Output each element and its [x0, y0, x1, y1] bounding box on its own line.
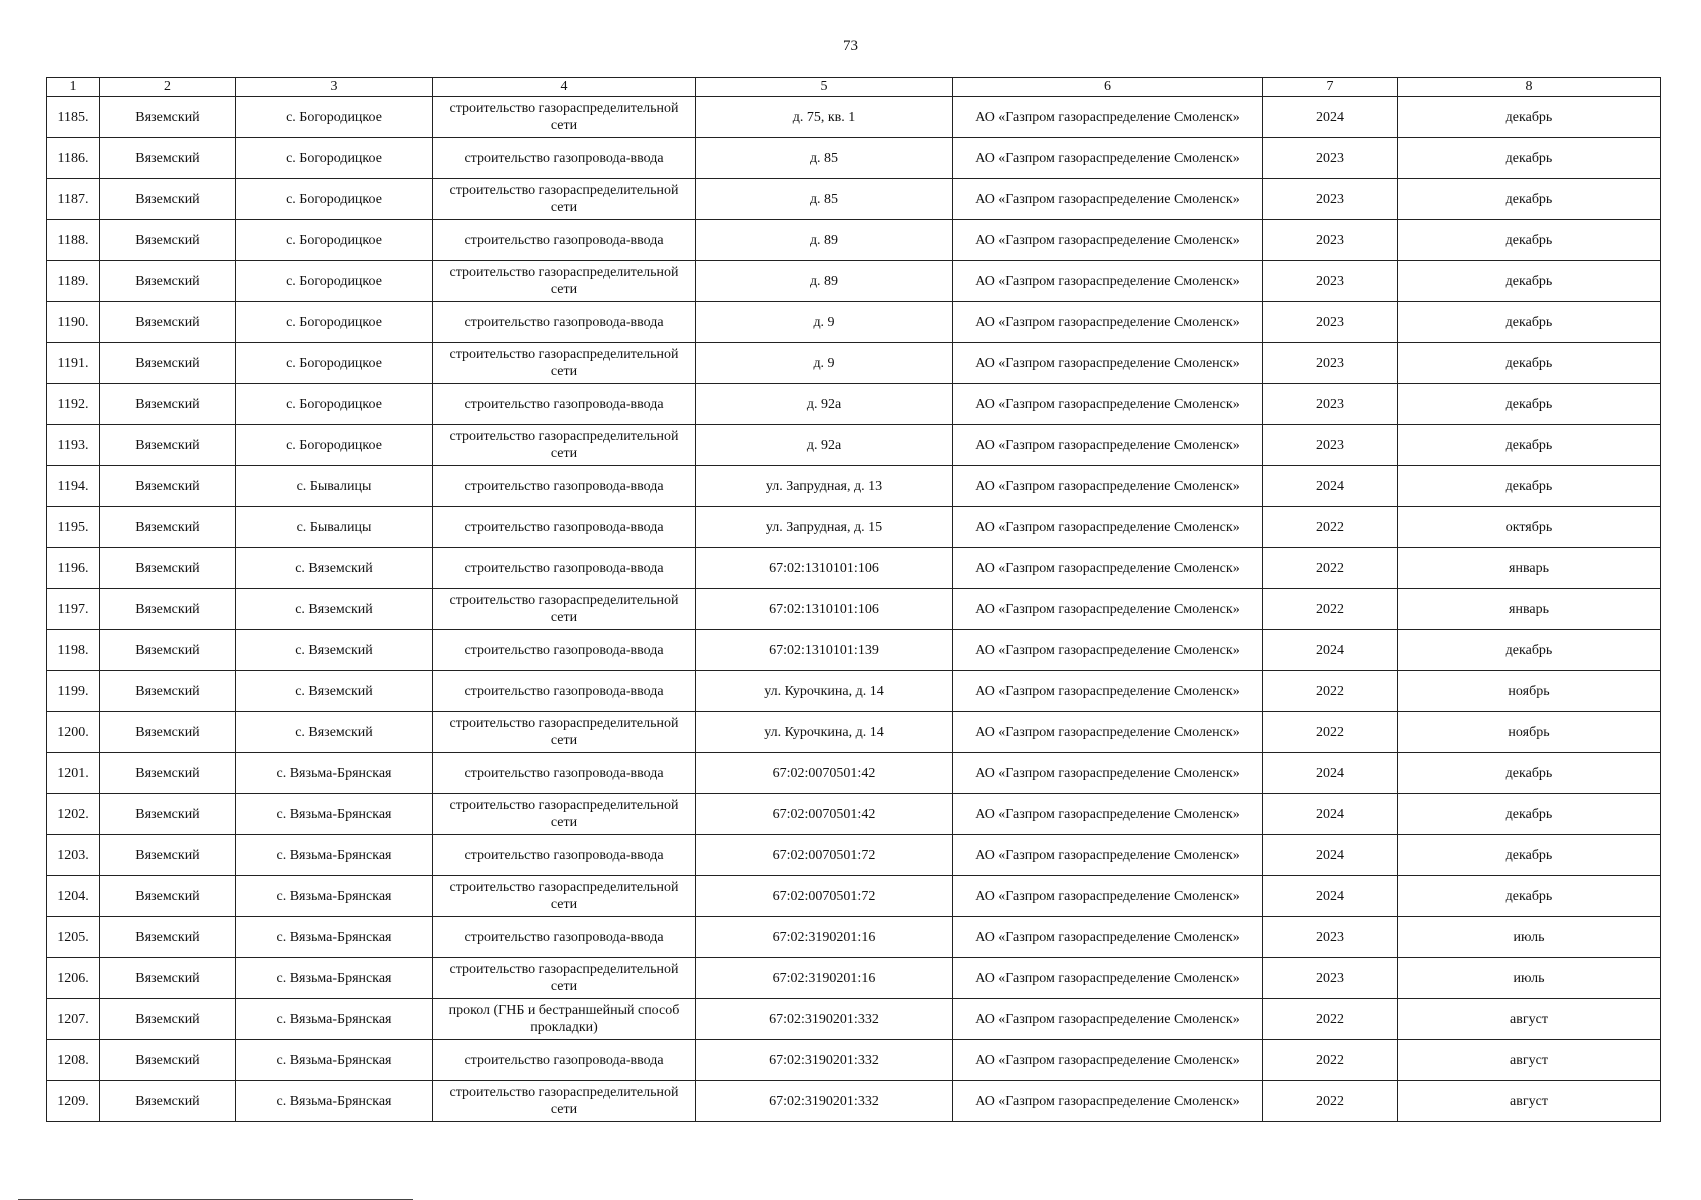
month-cell: декабрь — [1398, 97, 1661, 138]
row-number-cell: 1185. — [47, 97, 100, 138]
work-type-cell: строительство газопровода-ввода — [433, 466, 696, 507]
settlement-cell: с. Бывалицы — [236, 466, 433, 507]
row-number-cell: 1202. — [47, 794, 100, 835]
year-cell: 2024 — [1263, 466, 1398, 507]
settlement-cell: с. Вязьма-Брянская — [236, 1081, 433, 1122]
table-row — [47, 138, 1661, 179]
month-cell: октябрь — [1398, 507, 1661, 548]
year-cell: 2022 — [1263, 548, 1398, 589]
table-row — [47, 220, 1661, 261]
address-cell: ул. Запрудная, д. 13 — [696, 466, 953, 507]
year-cell: 2023 — [1263, 384, 1398, 425]
organization-cell: АО «Газпром газораспределение Смоленск» — [953, 589, 1263, 630]
district-cell: Вяземский — [100, 138, 236, 179]
column-header: 6 — [953, 78, 1263, 97]
organization-cell: АО «Газпром газораспределение Смоленск» — [953, 507, 1263, 548]
organization-cell: АО «Газпром газораспределение Смоленск» — [953, 958, 1263, 999]
month-cell: декабрь — [1398, 220, 1661, 261]
organization-cell: АО «Газпром газораспределение Смоленск» — [953, 384, 1263, 425]
settlement-cell: с. Богородицкое — [236, 343, 433, 384]
organization-cell: АО «Газпром газораспределение Смоленск» — [953, 97, 1263, 138]
district-cell: Вяземский — [100, 425, 236, 466]
organization-cell: АО «Газпром газораспределение Смоленск» — [953, 630, 1263, 671]
month-cell: июль — [1398, 917, 1661, 958]
row-number-cell: 1194. — [47, 466, 100, 507]
settlement-cell: с. Богородицкое — [236, 138, 433, 179]
row-number-cell: 1204. — [47, 876, 100, 917]
year-cell: 2023 — [1263, 261, 1398, 302]
settlement-cell: с. Вяземский — [236, 671, 433, 712]
work-type-cell: строительство газораспределительной сети — [433, 1081, 696, 1122]
table-row — [47, 794, 1661, 835]
work-type-cell: строительство газопровода-ввода — [433, 1040, 696, 1081]
address-cell: д. 92а — [696, 384, 953, 425]
settlement-cell: с. Вязьма-Брянская — [236, 876, 433, 917]
district-cell: Вяземский — [100, 917, 236, 958]
address-cell: 67:02:1310101:106 — [696, 548, 953, 589]
month-cell: январь — [1398, 548, 1661, 589]
work-type-cell: строительство газопровода-ввода — [433, 138, 696, 179]
year-cell: 2024 — [1263, 876, 1398, 917]
district-cell: Вяземский — [100, 630, 236, 671]
row-number-cell: 1201. — [47, 753, 100, 794]
work-type-cell: строительство газопровода-ввода — [433, 835, 696, 876]
column-header: 5 — [696, 78, 953, 97]
work-type-cell: строительство газораспределительной сети — [433, 179, 696, 220]
month-cell: декабрь — [1398, 343, 1661, 384]
district-cell: Вяземский — [100, 179, 236, 220]
address-cell: ул. Курочкина, д. 14 — [696, 712, 953, 753]
table-body — [47, 97, 1661, 1122]
year-cell: 2024 — [1263, 835, 1398, 876]
district-cell: Вяземский — [100, 548, 236, 589]
work-type-cell: строительство газораспределительной сети — [433, 712, 696, 753]
column-header: 4 — [433, 78, 696, 97]
organization-cell: АО «Газпром газораспределение Смоленск» — [953, 1081, 1263, 1122]
month-cell: август — [1398, 1081, 1661, 1122]
work-type-cell: прокол (ГНБ и бестраншейный способ прокладки) — [433, 999, 696, 1040]
row-number-cell: 1206. — [47, 958, 100, 999]
year-cell: 2023 — [1263, 343, 1398, 384]
organization-cell: АО «Газпром газораспределение Смоленск» — [953, 548, 1263, 589]
table-row — [47, 425, 1661, 466]
work-type-cell: строительство газопровода-ввода — [433, 220, 696, 261]
settlement-cell: с. Богородицкое — [236, 302, 433, 343]
month-cell: декабрь — [1398, 179, 1661, 220]
month-cell: август — [1398, 999, 1661, 1040]
row-number-cell: 1196. — [47, 548, 100, 589]
address-cell: 67:02:3190201:332 — [696, 1081, 953, 1122]
row-number-cell: 1187. — [47, 179, 100, 220]
district-cell: Вяземский — [100, 1040, 236, 1081]
year-cell: 2023 — [1263, 425, 1398, 466]
district-cell: Вяземский — [100, 753, 236, 794]
year-cell: 2022 — [1263, 712, 1398, 753]
row-number-cell: 1189. — [47, 261, 100, 302]
year-cell: 2023 — [1263, 138, 1398, 179]
organization-cell: АО «Газпром газораспределение Смоленск» — [953, 220, 1263, 261]
organization-cell: АО «Газпром газораспределение Смоленск» — [953, 999, 1263, 1040]
row-number-cell: 1197. — [47, 589, 100, 630]
address-cell: ул. Запрудная, д. 15 — [696, 507, 953, 548]
month-cell: август — [1398, 1040, 1661, 1081]
column-header: 7 — [1263, 78, 1398, 97]
row-number-cell: 1208. — [47, 1040, 100, 1081]
table-row — [47, 343, 1661, 384]
organization-cell: АО «Газпром газораспределение Смоленск» — [953, 671, 1263, 712]
address-cell: д. 9 — [696, 302, 953, 343]
month-cell: декабрь — [1398, 466, 1661, 507]
work-type-cell: строительство газораспределительной сети — [433, 261, 696, 302]
year-cell: 2022 — [1263, 507, 1398, 548]
organization-cell: АО «Газпром газораспределение Смоленск» — [953, 302, 1263, 343]
settlement-cell: с. Богородицкое — [236, 97, 433, 138]
work-type-cell: строительство газораспределительной сети — [433, 589, 696, 630]
work-type-cell: строительство газопровода-ввода — [433, 630, 696, 671]
year-cell: 2023 — [1263, 179, 1398, 220]
address-cell: 67:02:1310101:106 — [696, 589, 953, 630]
address-cell: 67:02:0070501:42 — [696, 794, 953, 835]
organization-cell: АО «Газпром газораспределение Смоленск» — [953, 343, 1263, 384]
district-cell: Вяземский — [100, 384, 236, 425]
settlement-cell: с. Вязьма-Брянская — [236, 794, 433, 835]
table-row — [47, 630, 1661, 671]
row-number-cell: 1203. — [47, 835, 100, 876]
work-type-cell: строительство газопровода-ввода — [433, 671, 696, 712]
table-row — [47, 917, 1661, 958]
work-type-cell: строительство газопровода-ввода — [433, 507, 696, 548]
row-number-cell: 1199. — [47, 671, 100, 712]
address-cell: 67:02:1310101:139 — [696, 630, 953, 671]
month-cell: декабрь — [1398, 425, 1661, 466]
district-cell: Вяземский — [100, 835, 236, 876]
district-cell: Вяземский — [100, 794, 236, 835]
organization-cell: АО «Газпром газораспределение Смоленск» — [953, 261, 1263, 302]
table-row — [47, 507, 1661, 548]
table-row — [47, 876, 1661, 917]
page-number: 73 — [843, 38, 858, 54]
row-number-cell: 1190. — [47, 302, 100, 343]
table-row — [47, 97, 1661, 138]
address-cell: 67:02:3190201:16 — [696, 958, 953, 999]
settlement-cell: с. Вязьма-Брянская — [236, 999, 433, 1040]
settlement-cell: с. Богородицкое — [236, 261, 433, 302]
table-row — [47, 712, 1661, 753]
year-cell: 2023 — [1263, 958, 1398, 999]
settlement-cell: с. Вязьма-Брянская — [236, 753, 433, 794]
organization-cell: АО «Газпром газораспределение Смоленск» — [953, 1040, 1263, 1081]
settlement-cell: с. Вяземский — [236, 548, 433, 589]
table-row — [47, 1081, 1661, 1122]
district-cell: Вяземский — [100, 999, 236, 1040]
work-type-cell: строительство газораспределительной сети — [433, 876, 696, 917]
table-row — [47, 671, 1661, 712]
address-cell: д. 85 — [696, 179, 953, 220]
address-cell: 67:02:3190201:16 — [696, 917, 953, 958]
settlement-cell: с. Богородицкое — [236, 220, 433, 261]
address-cell: д. 75, кв. 1 — [696, 97, 953, 138]
year-cell: 2022 — [1263, 999, 1398, 1040]
year-cell: 2022 — [1263, 671, 1398, 712]
month-cell: декабрь — [1398, 794, 1661, 835]
address-cell: д. 89 — [696, 261, 953, 302]
year-cell: 2022 — [1263, 1081, 1398, 1122]
month-cell: декабрь — [1398, 302, 1661, 343]
month-cell: январь — [1398, 589, 1661, 630]
year-cell: 2023 — [1263, 917, 1398, 958]
table-row — [47, 753, 1661, 794]
row-number-cell: 1209. — [47, 1081, 100, 1122]
column-header: 8 — [1398, 78, 1661, 97]
district-cell: Вяземский — [100, 302, 236, 343]
settlement-cell: с. Бывалицы — [236, 507, 433, 548]
row-number-cell: 1195. — [47, 507, 100, 548]
work-type-cell: строительство газораспределительной сети — [433, 343, 696, 384]
month-cell: декабрь — [1398, 384, 1661, 425]
work-type-cell: строительство газораспределительной сети — [433, 97, 696, 138]
district-cell: Вяземский — [100, 712, 236, 753]
table-row — [47, 589, 1661, 630]
row-number-cell: 1191. — [47, 343, 100, 384]
organization-cell: АО «Газпром газораспределение Смоленск» — [953, 138, 1263, 179]
settlement-cell: с. Вяземский — [236, 589, 433, 630]
settlement-cell: с. Вязьма-Брянская — [236, 1040, 433, 1081]
work-type-cell: строительство газопровода-ввода — [433, 302, 696, 343]
district-cell: Вяземский — [100, 466, 236, 507]
settlement-cell: с. Богородицкое — [236, 179, 433, 220]
month-cell: декабрь — [1398, 261, 1661, 302]
row-number-cell: 1193. — [47, 425, 100, 466]
organization-cell: АО «Газпром газораспределение Смоленск» — [953, 466, 1263, 507]
address-cell: 67:02:3190201:332 — [696, 999, 953, 1040]
column-number-row — [47, 78, 1661, 97]
table-row — [47, 384, 1661, 425]
organization-cell: АО «Газпром газораспределение Смоленск» — [953, 794, 1263, 835]
district-cell: Вяземский — [100, 343, 236, 384]
work-type-cell: строительство газопровода-ввода — [433, 384, 696, 425]
organization-cell: АО «Газпром газораспределение Смоленск» — [953, 712, 1263, 753]
table-row — [47, 466, 1661, 507]
year-cell: 2024 — [1263, 630, 1398, 671]
address-cell: 67:02:3190201:332 — [696, 1040, 953, 1081]
table-row — [47, 261, 1661, 302]
settlement-cell: с. Богородицкое — [236, 384, 433, 425]
settlement-cell: с. Вяземский — [236, 630, 433, 671]
row-number-cell: 1188. — [47, 220, 100, 261]
table-row — [47, 1040, 1661, 1081]
row-number-cell: 1200. — [47, 712, 100, 753]
work-type-cell: строительство газопровода-ввода — [433, 917, 696, 958]
table-row — [47, 548, 1661, 589]
district-cell: Вяземский — [100, 507, 236, 548]
settlement-cell: с. Богородицкое — [236, 425, 433, 466]
organization-cell: АО «Газпром газораспределение Смоленск» — [953, 835, 1263, 876]
table-row — [47, 999, 1661, 1040]
district-cell: Вяземский — [100, 261, 236, 302]
district-cell: Вяземский — [100, 589, 236, 630]
table-row — [47, 835, 1661, 876]
year-cell: 2022 — [1263, 1040, 1398, 1081]
year-cell: 2023 — [1263, 220, 1398, 261]
work-type-cell: строительство газопровода-ввода — [433, 753, 696, 794]
organization-cell: АО «Газпром газораспределение Смоленск» — [953, 425, 1263, 466]
organization-cell: АО «Газпром газораспределение Смоленск» — [953, 753, 1263, 794]
month-cell: декабрь — [1398, 630, 1661, 671]
table-row — [47, 958, 1661, 999]
district-cell: Вяземский — [100, 958, 236, 999]
year-cell: 2022 — [1263, 589, 1398, 630]
address-cell: д. 89 — [696, 220, 953, 261]
month-cell: июль — [1398, 958, 1661, 999]
month-cell: декабрь — [1398, 876, 1661, 917]
address-cell: 67:02:0070501:42 — [696, 753, 953, 794]
district-cell: Вяземский — [100, 671, 236, 712]
district-cell: Вяземский — [100, 97, 236, 138]
month-cell: декабрь — [1398, 835, 1661, 876]
row-number-cell: 1186. — [47, 138, 100, 179]
month-cell: ноябрь — [1398, 671, 1661, 712]
month-cell: ноябрь — [1398, 712, 1661, 753]
address-cell: д. 85 — [696, 138, 953, 179]
work-type-cell: строительство газораспределительной сети — [433, 958, 696, 999]
row-number-cell: 1198. — [47, 630, 100, 671]
year-cell: 2023 — [1263, 302, 1398, 343]
work-type-cell: строительство газораспределительной сети — [433, 794, 696, 835]
row-number-cell: 1192. — [47, 384, 100, 425]
address-cell: д. 9 — [696, 343, 953, 384]
organization-cell: АО «Газпром газораспределение Смоленск» — [953, 917, 1263, 958]
district-cell: Вяземский — [100, 1081, 236, 1122]
address-cell: 67:02:0070501:72 — [696, 876, 953, 917]
district-cell: Вяземский — [100, 220, 236, 261]
work-type-cell: строительство газораспределительной сети — [433, 425, 696, 466]
year-cell: 2024 — [1263, 794, 1398, 835]
work-type-cell: строительство газопровода-ввода — [433, 548, 696, 589]
settlement-cell: с. Вязьма-Брянская — [236, 917, 433, 958]
row-number-cell: 1205. — [47, 917, 100, 958]
column-header: 1 — [47, 78, 100, 97]
month-cell: декабрь — [1398, 138, 1661, 179]
settlement-cell: с. Вяземский — [236, 712, 433, 753]
settlement-cell: с. Вязьма-Брянская — [236, 958, 433, 999]
column-header: 2 — [100, 78, 236, 97]
organization-cell: АО «Газпром газораспределение Смоленск» — [953, 876, 1263, 917]
year-cell: 2024 — [1263, 753, 1398, 794]
gasification-table — [46, 77, 1661, 1122]
row-number-cell: 1207. — [47, 999, 100, 1040]
year-cell: 2024 — [1263, 97, 1398, 138]
settlement-cell: с. Вязьма-Брянская — [236, 835, 433, 876]
address-cell: 67:02:0070501:72 — [696, 835, 953, 876]
column-header: 3 — [236, 78, 433, 97]
district-cell: Вяземский — [100, 876, 236, 917]
table-row — [47, 302, 1661, 343]
address-cell: ул. Курочкина, д. 14 — [696, 671, 953, 712]
month-cell: декабрь — [1398, 753, 1661, 794]
organization-cell: АО «Газпром газораспределение Смоленск» — [953, 179, 1263, 220]
table-row — [47, 179, 1661, 220]
address-cell: д. 92а — [696, 425, 953, 466]
